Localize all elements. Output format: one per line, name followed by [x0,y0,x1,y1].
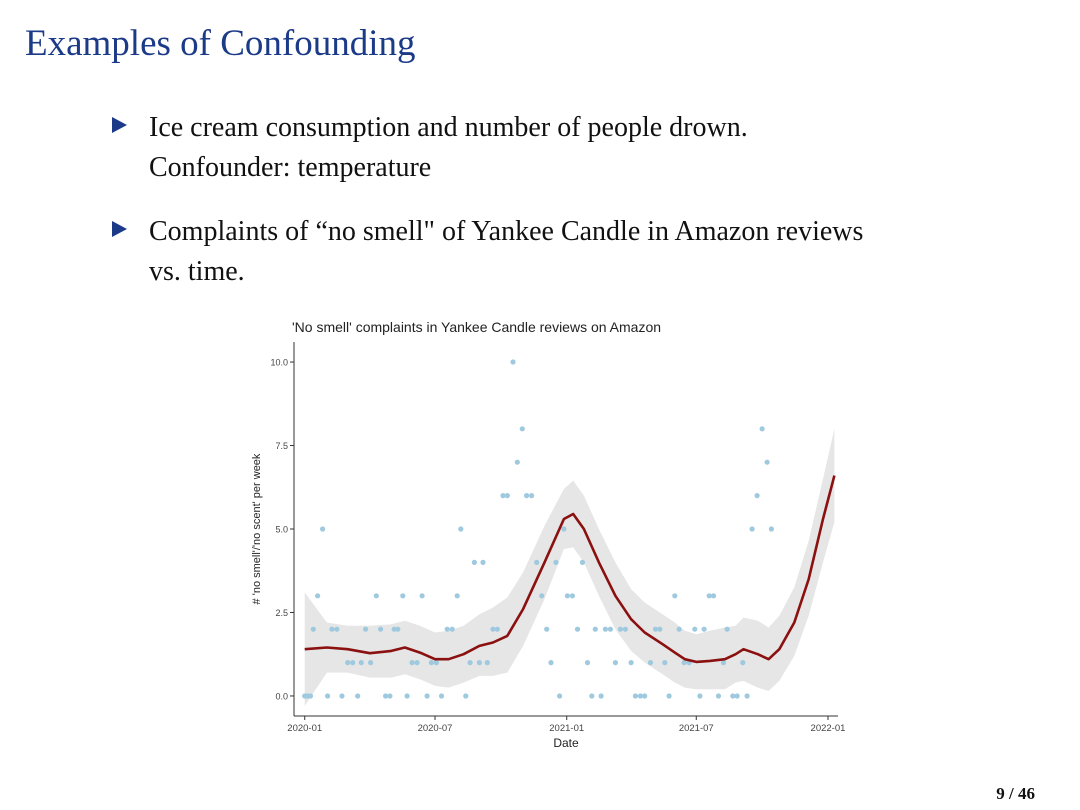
data-point [745,693,750,698]
data-point [553,560,558,565]
data-point [534,560,539,565]
data-point [662,660,667,665]
data-point [593,627,598,632]
x-axis-label: Date [553,736,579,750]
data-point [760,426,765,431]
data-point [570,593,575,598]
data-point [311,627,316,632]
data-point [458,526,463,531]
data-point [463,693,468,698]
chart-svg [240,312,850,762]
data-point [350,660,355,665]
confidence-band [305,429,835,706]
data-point [735,693,740,698]
data-point [495,627,500,632]
data-point [329,627,334,632]
bullet-item [112,212,1012,292]
data-point [505,493,510,498]
data-point [410,660,415,665]
y-tick-label: 0.0 [275,691,288,702]
data-point [769,526,774,531]
slide-title: Examples of Confounding [25,23,416,64]
data-point [633,693,638,698]
data-point [618,627,623,632]
data-point [520,426,525,431]
data-point [580,560,585,565]
data-point [434,660,439,665]
data-point [455,593,460,598]
data-point [613,660,618,665]
data-point [420,593,425,598]
data-point [692,627,697,632]
data-point [750,526,755,531]
data-point [589,693,594,698]
data-point [716,693,721,698]
data-point [515,460,520,465]
x-tick-label: 2020-01 [287,723,323,734]
data-point [697,693,702,698]
data-point [363,627,368,632]
triangle-bullet-icon [112,221,127,237]
data-point [359,660,364,665]
data-point [529,493,534,498]
x-tick-label: 2021-07 [678,723,714,734]
data-point [320,526,325,531]
data-point [672,593,677,598]
data-point [339,693,344,698]
data-point [468,660,473,665]
data-point [325,693,330,698]
bullet-list [112,108,1012,316]
data-point [548,660,553,665]
data-point [740,660,745,665]
bullet-line: Complaints of “no smell" of Yankee Candle in Amazon reviews [149,216,864,247]
page-number: 9 / 46 [996,784,1035,803]
chart-title: 'No smell' complaints in Yankee Candle reviews on Amazon [292,319,662,335]
data-point [561,526,566,531]
data-point [445,627,450,632]
triangle-bullet-icon [112,117,127,133]
data-point [345,660,350,665]
data-point [642,693,647,698]
y-tick-label: 5.0 [275,524,288,535]
data-point [480,560,485,565]
data-point [477,660,482,665]
bullet-line: Ice cream consumption and number of people drown. [149,112,748,143]
data-point [599,693,604,698]
data-point [667,693,672,698]
data-point [405,693,410,698]
bullet-line: vs. time. [149,256,245,287]
data-point [425,693,430,698]
data-point [565,593,570,598]
data-point [439,693,444,698]
data-point [524,493,529,498]
data-point [603,627,608,632]
data-point [485,660,490,665]
data-point [400,593,405,598]
data-point [315,593,320,598]
x-tick-label: 2021-01 [549,723,585,734]
data-point [657,627,662,632]
data-point [308,693,313,698]
data-point [429,660,434,665]
data-point [355,693,360,698]
y-axis-label: # 'no smell'/'no scent' per week [251,453,263,605]
data-point [334,627,339,632]
data-point [765,460,770,465]
data-point [608,627,613,632]
x-tick-label: 2022-01 [810,723,846,734]
data-point [623,627,628,632]
data-point [585,660,590,665]
data-point [450,627,455,632]
data-point [378,627,383,632]
data-point [677,627,682,632]
data-point [395,627,400,632]
data-point [374,593,379,598]
data-point [725,627,730,632]
data-point [539,593,544,598]
y-tick-label: 7.5 [275,441,288,452]
x-tick-label: 2020-07 [417,723,453,734]
data-point [755,493,760,498]
data-point [648,660,653,665]
data-point [544,627,549,632]
data-point [510,359,515,364]
data-point [368,660,373,665]
y-tick-label: 10.0 [270,357,288,368]
data-point [387,693,392,698]
data-point [472,560,477,565]
data-point [711,593,716,598]
data-point [629,660,634,665]
chart-container [240,312,850,762]
data-point [557,693,562,698]
bullet-item [112,108,1012,188]
data-point [702,627,707,632]
data-point [575,627,580,632]
data-point [415,660,420,665]
bullet-line: Confounder: temperature [149,152,432,183]
y-tick-label: 2.5 [275,607,288,618]
